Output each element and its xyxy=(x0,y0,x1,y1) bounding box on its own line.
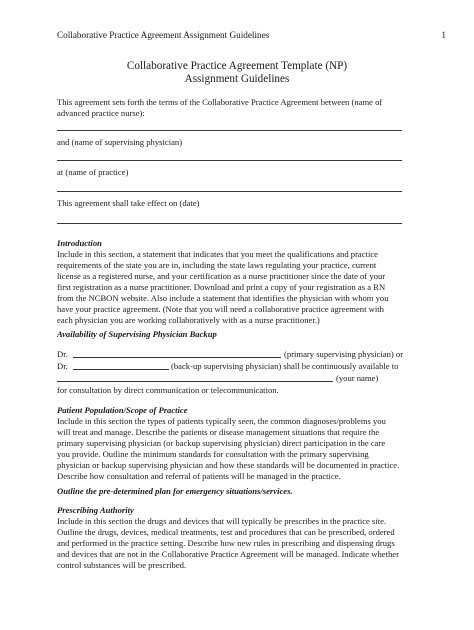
primary-physician-row xyxy=(57,349,417,361)
introduction-line: first registration as a nurse practitioner. Download and print a copy of your registration as a RN xyxy=(57,282,386,292)
prescribing-line: and performed in the practice setting. Describe how new rules in prescribing and dispensing drugs xyxy=(57,538,395,548)
introduction-section xyxy=(57,238,409,326)
dr-prefix: Dr. xyxy=(57,349,68,359)
population-section xyxy=(57,405,409,482)
dr-prefix: Dr. xyxy=(57,361,68,371)
prescribing-line: and devices that are not in the Collaborative Practice Agreement will be managed. Indicate whether xyxy=(57,549,399,559)
population-line: Include in this section the types of patients typically seen, the common diagnoses/problems you xyxy=(57,416,386,426)
introduction-heading: Introduction xyxy=(57,238,102,248)
intro-line: This agreement sets forth the terms of the Collaborative Practice Agreement between (name of xyxy=(57,97,383,107)
practice-name-line[interactable] xyxy=(57,191,402,192)
your-name-label: (your name) xyxy=(336,373,379,383)
introduction-line: Include in this section, a statement that indicates that you meet the qualifications and practice xyxy=(57,249,378,259)
document-subtitle: Assignment Guidelines xyxy=(184,73,290,85)
running-title: Collaborative Practice Agreement Assignment Guidelines xyxy=(57,30,270,40)
introduction-line: license as a registered nurse, and your certification as a nurse practitioner since the date of your xyxy=(57,271,386,281)
backup-physician-label: (back-up supervising physician) shall be continuously available to xyxy=(171,361,399,371)
backup-physician-line[interactable] xyxy=(73,369,169,370)
intro-line: advanced practice nurse): xyxy=(57,108,145,118)
prescribing-section xyxy=(57,505,409,571)
primary-physician-line[interactable] xyxy=(73,357,281,358)
prescribing-line: Outline the drugs, devices, medical treatments, test and procedures that can be prescribed, ordered xyxy=(57,527,395,537)
running-header xyxy=(57,30,446,41)
introduction-line: each physician you are working collaboratively with as a nurse practitioner.) xyxy=(57,315,320,325)
intro-paragraph xyxy=(57,97,409,119)
population-line: primary supervising physician (or backup supervising physician) direct participation in the care xyxy=(57,438,386,448)
population-line: Describe how consultation and referral of patients will be managed in the practice. xyxy=(57,471,341,481)
physician-field-label: and (name of supervising physician) xyxy=(57,137,183,147)
your-name-line[interactable] xyxy=(57,381,333,382)
apn-name-line[interactable] xyxy=(57,130,402,131)
population-line: you provide. Outline the minimum standards for consultation with the primary supervising xyxy=(57,449,369,459)
physician-name-line[interactable] xyxy=(57,160,402,161)
population-line: will treat and manage. Describe the patients or disease management situations that require the xyxy=(57,427,380,437)
introduction-line: have your practice agreement. (Note that you will need a collaborative practice agreement with xyxy=(57,304,384,314)
backup-heading: Availability of Supervising Physician Backup xyxy=(57,329,217,339)
primary-physician-label: (primary supervising physician) or xyxy=(284,349,404,359)
backup-physician-row xyxy=(57,361,417,373)
your-name-row xyxy=(57,373,417,385)
population-heading: Patient Population/Scope of Practice xyxy=(57,405,188,415)
page-number: 1 xyxy=(441,30,446,40)
introduction-line: requirements of the state you are in, including the state laws regulating your practice, current xyxy=(57,260,377,270)
practice-field-label: at (name of practice) xyxy=(57,167,129,177)
prescribing-line: Include in this section the drugs and devices that will typically be prescribes in the practice site. xyxy=(57,516,387,526)
consultation-text: for consultation by direct communication or telecommunication. xyxy=(57,385,279,395)
prescribing-heading: Prescribing Authority xyxy=(57,505,134,515)
effective-date-line[interactable] xyxy=(57,223,402,224)
introduction-line: from the NCBON website. Also include a statement that identifies the physician with whom you xyxy=(57,293,389,303)
emergency-heading: Outline the pre-determined plan for emergency situations/services. xyxy=(57,486,293,496)
population-line: physician or backup supervising physician and how these standards will be documented in practice. xyxy=(57,460,400,470)
effective-date-label: This agreement shall take effect on (date) xyxy=(57,198,200,208)
prescribing-line: control substances will be prescribed. xyxy=(57,560,187,570)
document-title: Collaborative Practice Agreement Template (NP) xyxy=(126,60,348,72)
